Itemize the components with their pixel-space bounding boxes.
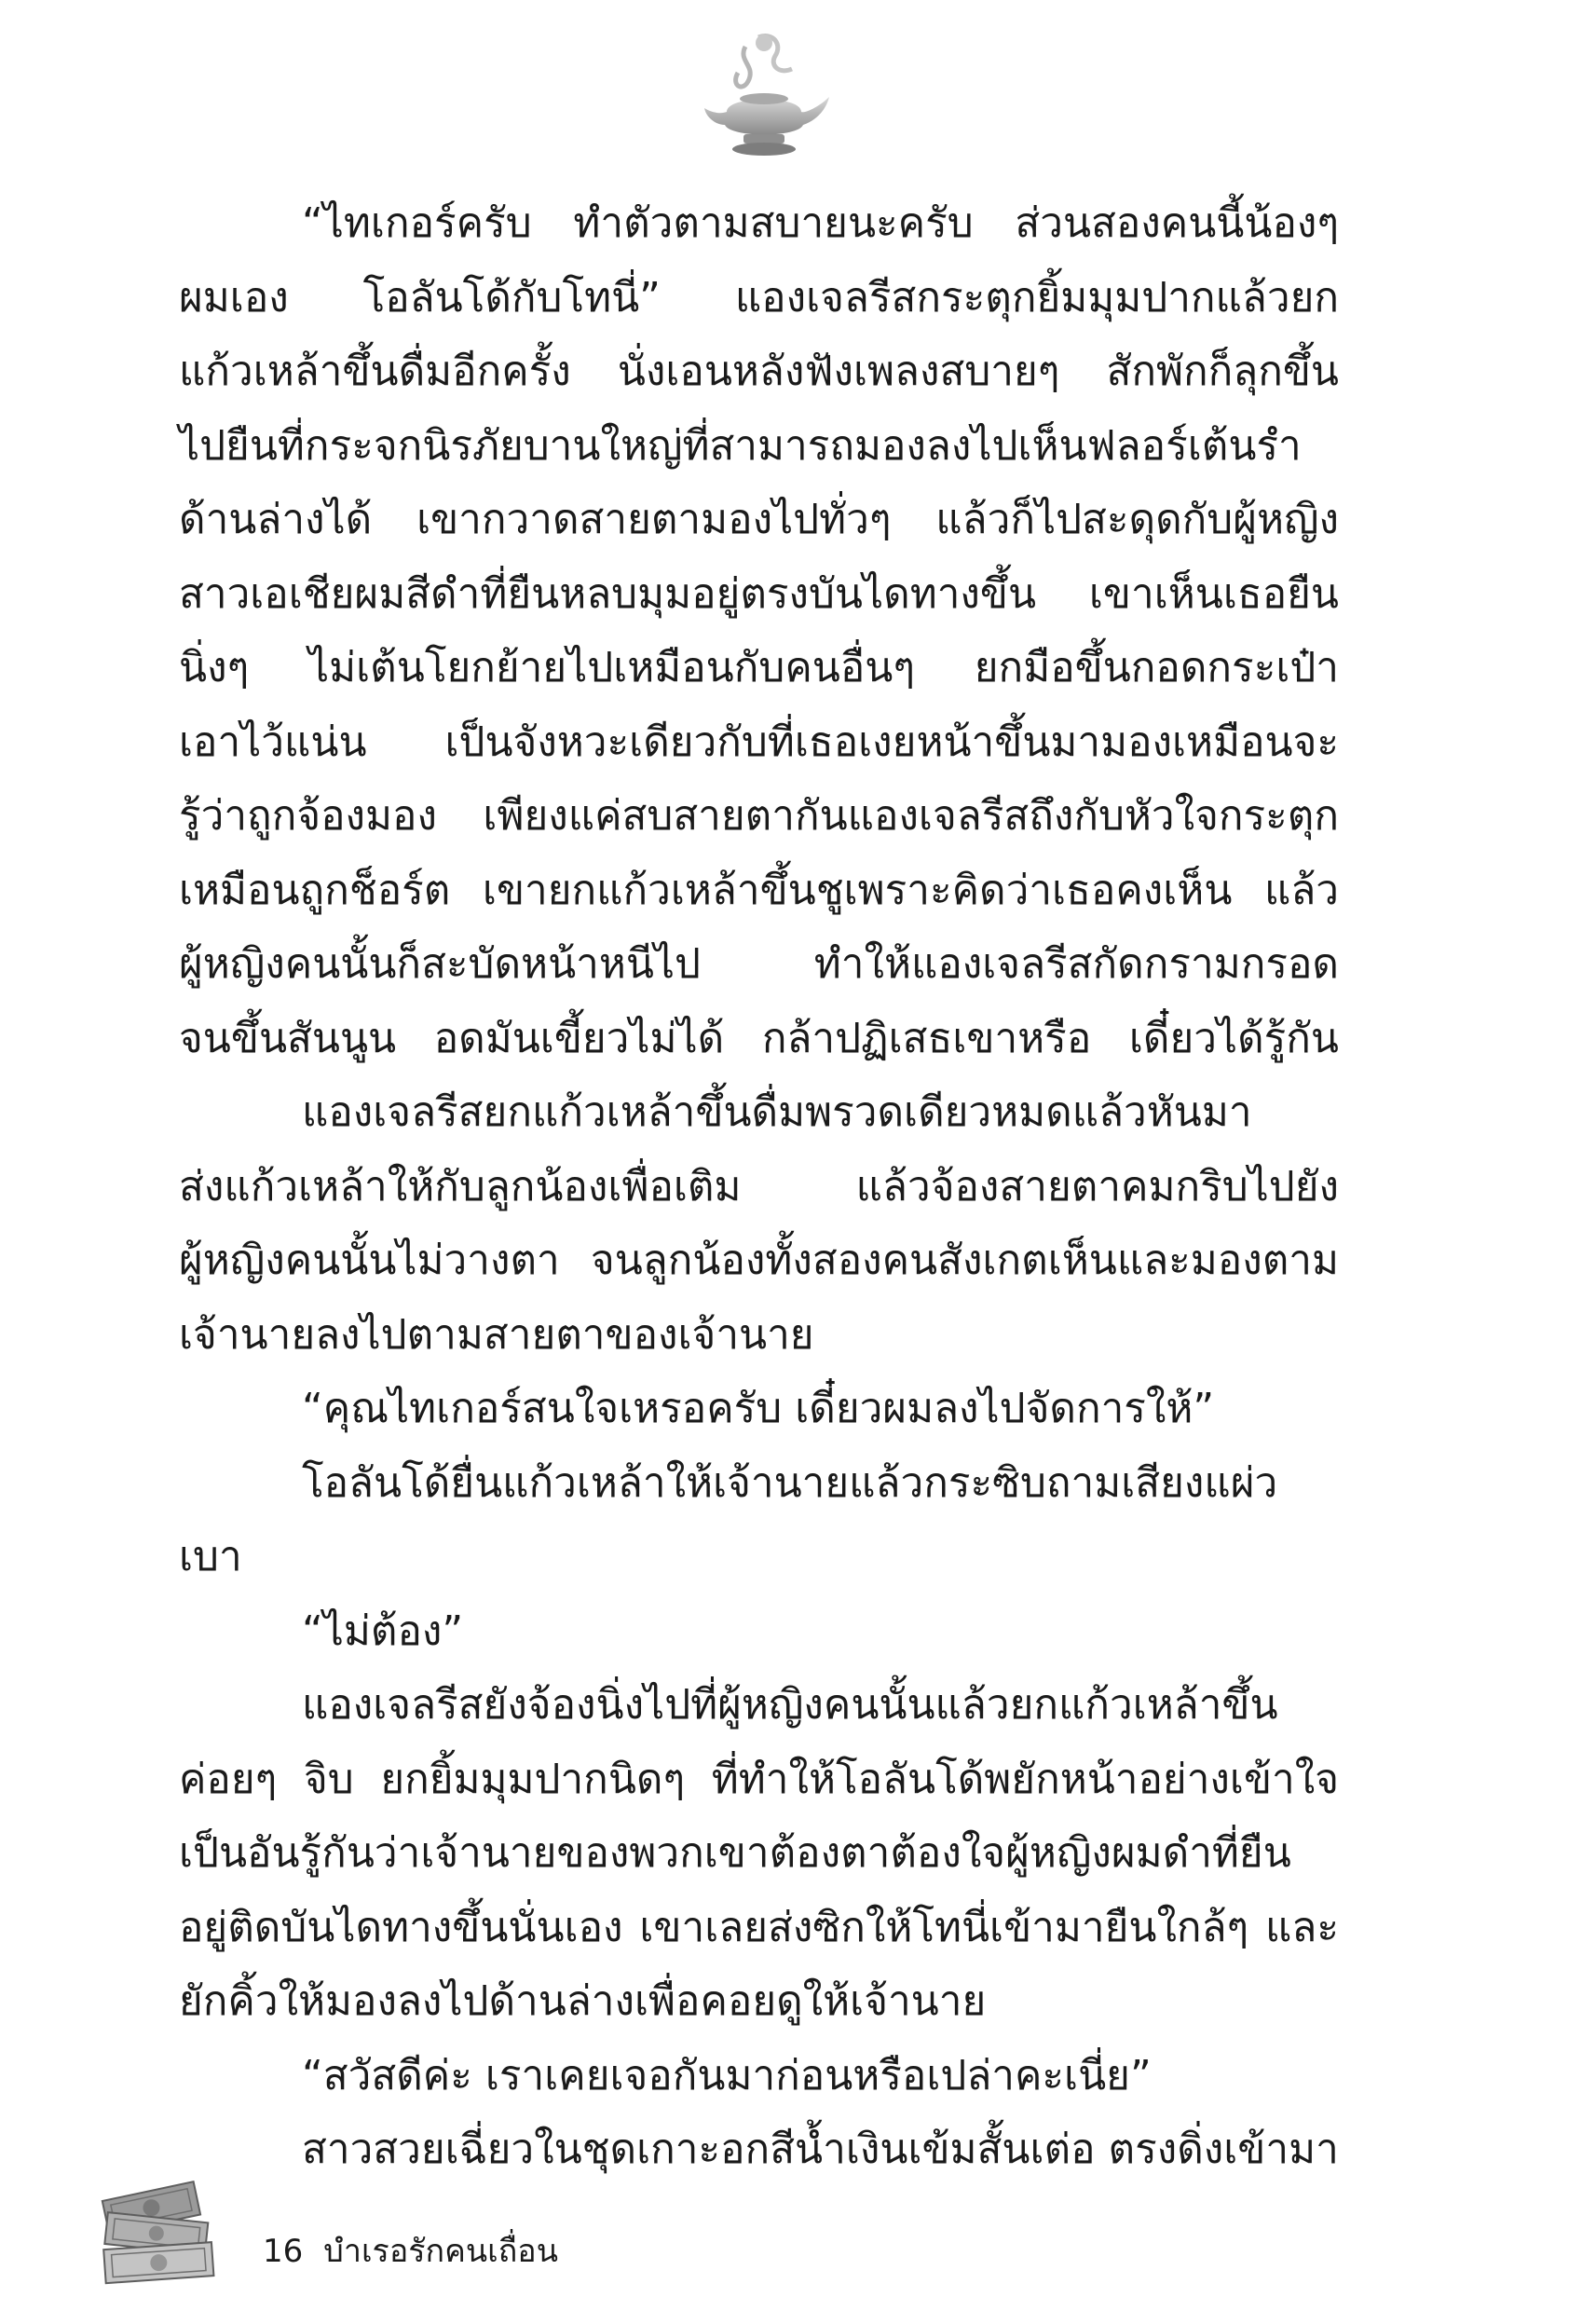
text-line: ค่อยๆ จิบ ยกยิ้มมุมปากนิดๆ ที่ทำให้โอลันโด้พยักหน้าอย่างเข้าใจ bbox=[179, 1755, 1339, 1803]
genie-lamp-icon bbox=[689, 28, 839, 168]
body-text bbox=[179, 186, 1339, 2187]
paragraph-3 bbox=[179, 1372, 1339, 1446]
dialogue-line: “ไม่ต้อง” bbox=[302, 1607, 464, 1655]
text-line: ผู้หญิงคนนั้นไม่วางตา จนลูกน้องทั้งสองคนสังเกตเห็นและมองตาม bbox=[179, 1237, 1339, 1284]
footer-text bbox=[263, 2233, 558, 2270]
text-line: ด้านล่างได้ เขากวาดสายตามองไปทั่วๆ แล้วก็ไปสะดุดกับผู้หญิง bbox=[179, 496, 1339, 543]
text-line: ส่งแก้วเหล้าให้กับลูกน้องเพื่อเติม แล้วจ้องสายตาคมกริบไปยัง bbox=[179, 1162, 1339, 1210]
text-line: โอลันโด้ยื่นแก้วเหล้าให้เจ้านายแล้วกระซิบถามเสียงแผ่วเบา bbox=[179, 1458, 1278, 1580]
text-line: เป็นอันรู้กันว่าเจ้านายของพวกเขาต้องตาต้องใจผู้หญิงผมดำที่ยืน bbox=[179, 1829, 1291, 1877]
text-line: อยู่ติดบันไดทางขึ้นนั่นเอง เขาเลยส่งซิกให้โทนี่เข้ามายืนใกล้ๆ และ bbox=[179, 1903, 1339, 1951]
paragraph-4 bbox=[179, 1446, 1339, 1594]
text-line: จนขึ้นสันนูน อดมันเขี้ยวไม่ได้ กล้าปฏิเสธเขาหรือ เดี๋ยวได้รู้กัน bbox=[179, 1014, 1339, 1062]
text-line: “ไทเกอร์ครับ ทำตัวตามสบายนะครับ ส่วนสองคนนี้น้องๆ bbox=[302, 199, 1339, 247]
text-line: เจ้านายลงไปตามสายตาของเจ้านาย bbox=[179, 1310, 814, 1359]
text-line: สาวสวยเฉี่ยวในชุดเกาะอกสีน้ำเงินเข้มสั้นเต่อ ตรงดิ่งเข้ามา bbox=[302, 2126, 1339, 2173]
text-line: ผู้หญิงคนนั้นก็สะบัดหน้าหนีไป ทำให้แองเจลรีสกัดกรามกรอด bbox=[179, 940, 1339, 988]
text-line: เอาไว้แน่น เป็นจังหวะเดียวกับที่เธอเงยหน้าขึ้นมามองเหมือนจะ bbox=[179, 718, 1339, 766]
paragraph-2 bbox=[179, 1075, 1339, 1372]
page-number: 16 bbox=[263, 2233, 304, 2270]
text-line: แองเจลรีสยกแก้วเหล้าขึ้นดื่มพรวดเดียวหมดแล้วหันมา bbox=[302, 1088, 1252, 1136]
text-line: เหมือนถูกช็อร์ต เขายกแก้วเหล้าขึ้นชูเพราะคิดว่าเธอคงเห็น แล้ว bbox=[179, 866, 1339, 914]
dialogue-line: “สวัสดีค่ะ เราเคยเจอกันมาก่อนหรือเปล่าคะเนี่ย” bbox=[302, 2051, 1152, 2099]
text-line: สาวเอเชียผมสีดำที่ยืนหลบมุมอยู่ตรงบันไดทางขึ้น เขาเห็นเธอยืน bbox=[179, 569, 1339, 618]
text-line: ผมเอง โอลันโด้กับโทนี่” แองเจลรีสกระตุกยิ้มมุมปากแล้วยก bbox=[179, 273, 1339, 321]
paragraph-5 bbox=[179, 1594, 1339, 1669]
text-line: ยักคิ้วให้มองลงไปด้านล่างเพื่อคอยดูให้เจ้านาย bbox=[179, 1977, 987, 2025]
text-line: แองเจลรีสยังจ้องนิ่งไปที่ผู้หญิงคนนั้นแล้วยกแก้วเหล้าขึ้น bbox=[302, 1681, 1278, 1729]
text-line: รู้ว่าถูกจ้องมอง เพียงแค่สบสายตากันแองเจลรีสถึงกับหัวใจกระตุก bbox=[179, 792, 1339, 840]
book-title: บำเรอรักคนเถื่อน bbox=[323, 2233, 558, 2270]
dialogue-line: “คุณไทเกอร์สนใจเหรอครับ เดี๋ยวผมลงไปจัดการให้” bbox=[302, 1385, 1215, 1432]
text-line: นิ่งๆ ไม่เต้นโยกย้ายไปเหมือนกับคนอื่นๆ ยกมือขึ้นกอดกระเป๋า bbox=[179, 644, 1339, 691]
money-stack-icon bbox=[89, 2171, 229, 2292]
page-footer bbox=[89, 2171, 742, 2292]
paragraph-7 bbox=[179, 2039, 1339, 2113]
text-line: ไปยืนที่กระจกนิรภัยบานใหญ่ที่สามารถมองลงไปเห็นฟลอร์เต้นรำ bbox=[179, 421, 1302, 470]
paragraph-1 bbox=[179, 186, 1339, 1075]
paragraph-6 bbox=[179, 1668, 1339, 2039]
text-line: แก้วเหล้าขึ้นดื่มอีกครั้ง นั่งเอนหลังฟังเพลงสบายๆ สักพักก็ลุกขึ้น bbox=[179, 348, 1339, 395]
